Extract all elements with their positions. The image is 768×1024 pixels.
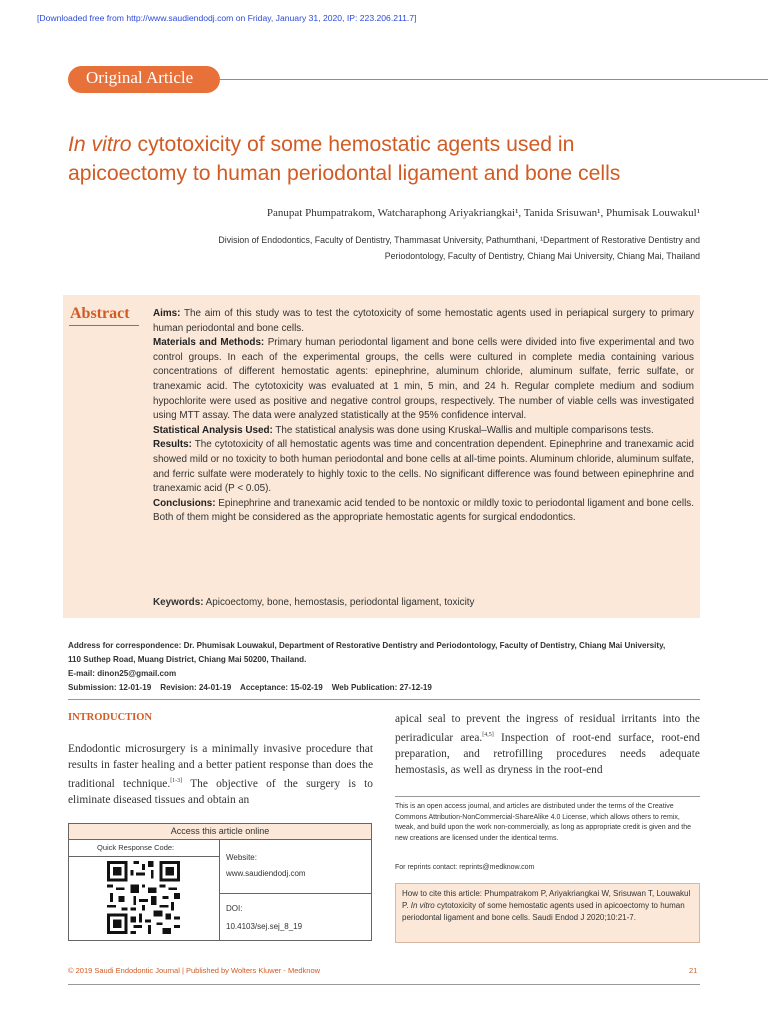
footer-copyright: © 2019 Saudi Endodontic Journal | Published by Wolters Kluwer - Medknow [68,966,321,975]
affiliations [68,233,700,264]
keywords-text: Apicoectomy, bone, hemostasis, periodontal ligament, toxicity [203,597,475,608]
header-rule [210,79,768,80]
revision-date: Revision: 24-01-19 [160,683,232,692]
divider [68,699,700,700]
abstract-label: Abstract [70,305,130,322]
corr-email: E-mail: dinon25@gmail.com [68,669,177,678]
acceptance-date: Acceptance: 15-02-19 [240,683,323,692]
aims-text: The aim of this study was to test the cytotoxicity of some hemostatic agents used in periapical surgery to primary human periodontal and bone cells. [153,308,694,334]
article-type-label: Original Article [86,68,194,87]
license-rule [395,796,700,797]
open-access-notice: This is an open access journal, and articles are distributed under the terms of the Creative Commons Attribution-NonCommercial-ShareAlike 4.0 License, which allows others to remix, tweak, and build upon the work non-commercially, as long as appropriate credit is given and the new creations are licensed under the identical terms. [395,803,691,842]
cite-part-b: cytotoxicity of some hemostatic agents used in apicoectomy to human periodontal ligament and bone cells. Saudi Endod J 2020;10:21-7. [402,900,685,922]
citation-text [402,888,694,923]
correspondence [68,639,700,695]
abstract-conclusions [153,497,694,526]
keywords-label: Keywords: [153,597,204,608]
stats-text: The statistical analysis was done using Kruskal–Wallis and multiple comparisons tests. [272,424,654,436]
qr-label-rule [69,856,219,857]
intro-text-1a: Endodontic microsurgery is a minimally invasive procedure that results in faster healing and a better patient response than does the traditional technique. [68,743,373,791]
author-list: Panupat Phumpatrakom, Watcharaphong Ariyakriangkai¹, Tanida Srisuwan¹, Phumisak Louwakul¹ [266,207,700,219]
affiliation-line-2: Periodontology, Faculty of Dentistry, Chiang Mai University, Chiang Mai, Thailand [384,250,700,261]
reprints-contact: For reprints contact: reprints@medknow.com [395,864,535,871]
corr-line-1: Address for correspondence: Dr. Phumisak Louwakul, Department of Restorative Dentistry and Periodontology, Faculty of Dentistry, Chiang Mai University, [68,641,666,650]
abstract-stats [153,424,694,439]
title-line2: apicoectomy to human periodontal ligament and bone cells [68,162,621,185]
cite-part-a: How to cite this article: Phumpatrakom P, Ariyakriangkai W, Srisuwan T, Louwakul P. [402,889,691,910]
submission-date: Submission: 12-01-19 [68,683,152,692]
conclusions-text: Epinephrine and tranexamic acid tended to be nontoxic or mildly toxic to periodontal ligament and bone cells. Both of them might be considered as the appropriate hemostatic agents for surgical endodontics. [153,497,694,524]
page-number: 21 [689,966,698,975]
footer-rule [68,984,700,985]
corr-dates [68,681,700,695]
intro-text-2a: apical seal to prevent the ingress of residual irritants into the periradicular area. [395,713,700,744]
title-line1: cytotoxicity of some hemostatic agents used in [131,133,575,156]
aims-head: Aims: [153,308,181,319]
title-italic: In vitro [68,133,132,156]
access-heading: Access this article online [69,824,371,840]
cite-italic: In vitro [410,900,435,910]
conclusions-head: Conclusions: [153,497,216,509]
abstract-underline [69,325,139,326]
intro-text-2b: Inspection of root-end surface, root-end preparation, and retrofilling procedures needs adequate hemostasis, as well as dryness in the root-end [395,732,700,777]
corr-line-2: 110 Suthep Road, Muang District, Chiang Mai 50200, Thailand. [68,655,307,664]
abstract-body [153,307,694,526]
intro-text-1b: The objective of the surgery is to eliminate diseased tissues and obtain an [68,778,373,807]
web-publication-date: Web Publication: 27-12-19 [331,683,432,692]
abstract-aims [153,307,694,336]
doi-value[interactable]: 10.4103/sej.sej_8_19 [226,922,303,931]
article-title [68,130,718,188]
results-head: Results: [153,439,192,451]
website-link[interactable]: www.saudiendodj.com [226,869,306,878]
intro-column-1 [68,741,373,809]
access-divider [219,840,220,941]
qr-code-icon[interactable] [107,861,180,934]
affiliation-line-1: Division of Endodontics, Faculty of Dentistry, Thammasat University, Pathumthani, ¹Department of Restorative Dentistry and [218,235,700,245]
website-label: Website: [226,853,257,862]
ref-4-5[interactable]: [4,5] [482,732,494,739]
download-note: [Downloaded free from http://www.saudiendodj.com on Friday, January 31, 2020, IP: 223.206.211.7] [37,13,417,23]
intro-column-2 [395,711,700,779]
methods-head: Materials and Methods: [153,337,265,349]
abstract-results [153,438,694,496]
results-text: The cytotoxicity of all hemostatic agents was time and concentration dependent. Epinephrine and tranexamic acid showed mild or no toxicity to both human periodontal and bone cells at all-time points. Aluminum chloride, aluminum sulfate, and ferric sulfate were moderately to highly toxic to the cells. No significant difference was found between epinephrine and tranexamic acid (P < 0.05). [153,439,694,495]
methods-text: Primary human periodontal ligament and bone cells were divided into five experimental and two control groups. In each of the experimental groups, the cells were cultured in complete media containing various concentrations of different hemostatic agents: epinephrine, aluminum chloride, aluminum sulfate, ferric sulfate, or tranexamic acid. The cytotoxicity was evaluated at 1 min, 5 min, and 24 h. Regular complete medium and sodium hypochlorite were used as positive and negative control groups, respectively. The number of viable cells was investigated using MTT assay. The data were analyzed statistically at the 95% confidence interval. [153,337,694,422]
ref-1-3[interactable]: [1-3] [170,778,183,785]
qr-label: Quick Response Code: [97,843,175,852]
abstract-methods [153,336,694,424]
keywords [153,597,474,608]
introduction-heading: INTRODUCTION [68,712,153,723]
doi-label: DOI: [226,904,243,913]
website-rule [220,893,371,894]
stats-head: Statistical Analysis Used: [153,424,273,436]
